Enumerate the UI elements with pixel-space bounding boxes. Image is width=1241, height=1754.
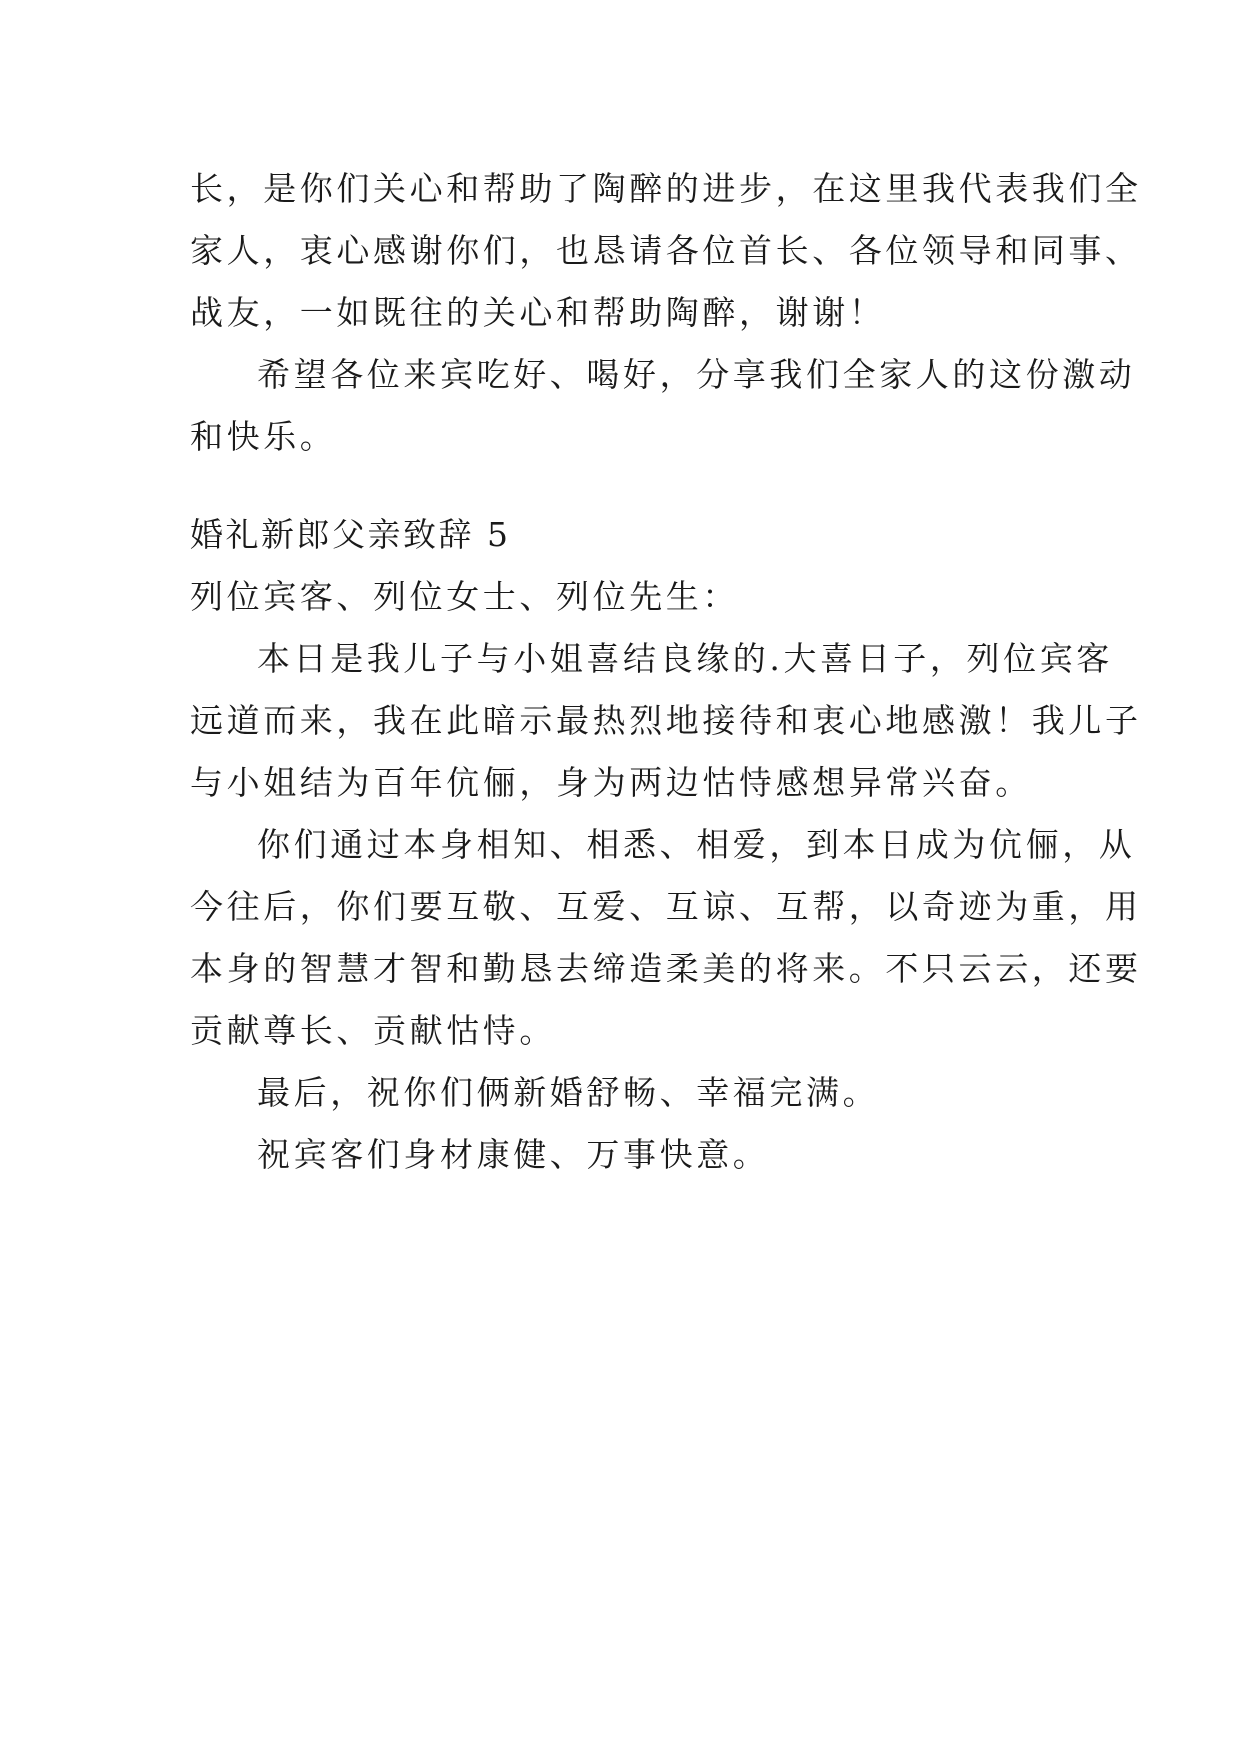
continued-paragraph <box>190 158 1142 344</box>
paragraph-line: 贡献尊长、贡献怙恃。 <box>190 1011 556 1050</box>
paragraph-line: 你们通过本身相知、相悉、相爱，到本日成为伉俪，从 <box>257 825 1136 864</box>
section-gap <box>190 468 1070 504</box>
paragraph-line: 远道而来，我在此暗示最热烈地接待和衷心地感激！我儿子 <box>190 701 1142 740</box>
section-title: 婚礼新郎父亲致辞 5 <box>190 515 511 554</box>
document-body <box>190 158 1142 1186</box>
paragraph-line: 本日是我儿子与小姐喜结良缘的.大喜日子，列位宾客 <box>257 639 1113 678</box>
speech-paragraph-4: 祝宾客们身材康健、万事快意。 <box>257 1135 770 1174</box>
paragraph-line: 家人，衷心感谢你们，也恳请各位首长、各位领导和同事、 <box>190 231 1142 270</box>
speech-paragraph-3: 最后，祝你们俩新婚舒畅、幸福完满。 <box>257 1073 880 1112</box>
speech-paragraph-1 <box>190 628 1142 814</box>
paragraph-line: 和快乐。 <box>190 417 337 456</box>
paragraph-line: 今往后，你们要互敬、互爱、互谅、互帮，以奇迹为重，用 <box>190 887 1142 926</box>
paragraph-line: 希望各位来宾吃好、喝好，分享我们全家人的这份激动 <box>257 355 1136 394</box>
paragraph-line: 本身的智慧才智和勤恳去缔造柔美的将来。不只云云，还要 <box>190 949 1142 988</box>
paragraph-line: 战友，一如既往的关心和帮助陶醉，谢谢！ <box>190 293 886 332</box>
wishes-paragraph <box>190 344 1136 468</box>
salutation: 列位宾客、列位女士、列位先生： <box>190 577 739 616</box>
speech-paragraph-2 <box>190 814 1142 1062</box>
paragraph-line: 与小姐结为百年伉俪，身为两边怙恃感想异常兴奋。 <box>190 763 1032 802</box>
paragraph-line: 长，是你们关心和帮助了陶醉的进步，在这里我代表我们全 <box>190 169 1142 208</box>
